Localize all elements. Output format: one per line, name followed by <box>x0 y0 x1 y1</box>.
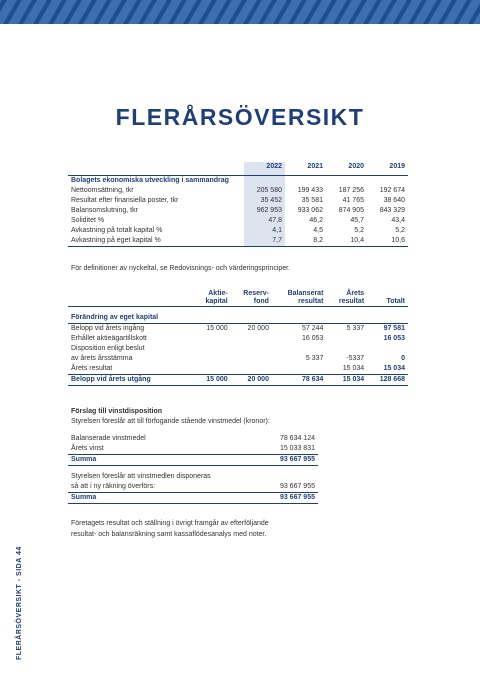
summary-cell: 8,2 <box>285 236 326 247</box>
equity-row-label: Belopp vid årets ingång <box>71 325 145 332</box>
equity-cell: 20 000 <box>247 325 269 332</box>
closing-text-line-1: Företagets resultat och ställning i övrigt framgår av efterföljande <box>71 520 269 527</box>
summary-cell: 43,4 <box>391 217 405 224</box>
summary-cell: 35 452 <box>244 196 285 206</box>
summary-cell: 187 256 <box>338 187 364 194</box>
summary-cell: 35 581 <box>301 197 323 204</box>
summary-row-label: Resultat efter finansiella poster, tkr <box>71 197 179 204</box>
proposal-heading: Förslag till vinstdisposition <box>71 408 163 415</box>
proposal-row-label: Balanserade vinstmedel <box>71 435 146 442</box>
equity-cell <box>231 344 272 354</box>
summary-cell: 7,7 <box>244 236 285 247</box>
year-header-2021: 2021 <box>285 162 326 176</box>
summary-table <box>68 162 408 247</box>
equity-cell: 16 053 <box>383 335 405 342</box>
proposal-intro: Styrelsen föreslår att till förfogande stående vinstmedel (kronor): <box>71 418 270 425</box>
summary-cell: 10,6 <box>367 236 408 247</box>
equity-row-label: Disposition enligt beslut <box>71 345 145 352</box>
equity-total-cell: 15 000 <box>194 375 231 386</box>
year-header-2019: 2019 <box>367 162 408 176</box>
disposition-sum-label: Summa <box>68 493 263 504</box>
summary-cell: 205 580 <box>244 186 285 196</box>
equity-header-share-capital: Aktie- kapital <box>194 290 231 307</box>
equity-cell <box>194 364 231 375</box>
summary-heading: Bolagets ekonomiska utveckling i sammandrag <box>71 177 229 184</box>
equity-row-label: av årets årsstämma <box>71 355 133 362</box>
equity-table <box>68 290 408 386</box>
equity-row <box>68 344 408 354</box>
summary-cell: 45,7 <box>350 217 364 224</box>
summary-row <box>68 206 408 216</box>
definitions-note: För definitioner av nyckeltal, se Redovisnings- och värderingsprinciper. <box>71 265 291 272</box>
side-page-label: FLERÅRSÖVERSIKT - SIDA 44 <box>16 546 23 660</box>
summary-row-label: Avkastning på eget kapital % <box>68 236 244 247</box>
proposal-row-value: 78 634 124 <box>279 435 315 442</box>
closing-text-line-2: resultat- och balansräkning samt kassaflödesanalys med noter. <box>71 531 267 538</box>
equity-cell: 57 244 <box>301 325 324 332</box>
summary-cell: 962 953 <box>244 206 285 216</box>
equity-total-cell: 78 634 <box>272 375 326 386</box>
equity-cell: 15 000 <box>206 325 228 332</box>
equity-cell <box>231 354 272 364</box>
equity-cell: 15 034 <box>367 364 408 375</box>
summary-row-label: Soliditet % <box>71 217 105 224</box>
equity-header-total: Totalt <box>367 290 408 307</box>
equity-cell <box>272 364 326 375</box>
summary-cell: 874 905 <box>338 207 364 214</box>
equity-header-year-result: Årets resultat <box>326 290 367 307</box>
equity-header-reserve-fund: Reserv- fond <box>231 290 272 307</box>
proposal-sum-value: 93 667 955 <box>234 455 318 466</box>
summary-row-label: Nettoomsättning, tkr <box>71 187 134 194</box>
summary-row-label: Avkastning på totalt kapital % <box>71 227 163 234</box>
equity-row <box>68 364 408 375</box>
equity-cell: 97 581 <box>383 325 405 332</box>
disposition-line: Styrelsen föreslår att vinstmedlen disponeras <box>71 473 211 480</box>
equity-row-label: Erhållet aktieägartillskott <box>71 335 147 342</box>
summary-cell: 199 433 <box>297 187 323 194</box>
summary-cell: 46,2 <box>309 217 323 224</box>
summary-row <box>68 196 408 206</box>
summary-row <box>68 226 408 236</box>
page-title: FLERÅRSÖVERSIKT <box>115 104 365 130</box>
equity-cell: 15 034 <box>326 364 367 375</box>
top-decorative-band <box>0 0 480 24</box>
disposition-sum-value: 93 667 955 <box>263 493 318 504</box>
equity-cell <box>194 344 231 354</box>
equity-cell <box>194 334 231 344</box>
summary-cell: 5,2 <box>354 227 364 234</box>
summary-row <box>68 236 408 247</box>
summary-cell: 192 674 <box>379 187 405 194</box>
equity-row <box>68 334 408 344</box>
proposal-row-value: 15 033 831 <box>234 444 318 455</box>
equity-total-cell: 128 668 <box>367 375 408 386</box>
disposition-table <box>68 472 318 504</box>
summary-cell: 10,4 <box>326 236 367 247</box>
equity-cell: -5337 <box>346 355 365 362</box>
equity-cell: 0 <box>401 355 405 362</box>
equity-total-label: Belopp vid årets utgång <box>68 375 194 386</box>
equity-cell <box>272 344 326 354</box>
equity-total-cell: 20 000 <box>231 375 272 386</box>
equity-cell: 16 053 <box>301 335 324 342</box>
summary-cell: 38 640 <box>383 197 405 204</box>
summary-cell: 5,2 <box>395 227 405 234</box>
proposal-sum-label: Summa <box>68 455 234 466</box>
year-header-2020: 2020 <box>326 162 367 176</box>
summary-row <box>68 186 408 196</box>
equity-row <box>68 354 408 364</box>
summary-cell: 41 765 <box>342 197 364 204</box>
proposal-table <box>68 434 318 466</box>
equity-row-label: Årets resultat <box>68 364 194 375</box>
disposition-value: 93 667 955 <box>263 482 318 493</box>
proposal-row-label: Årets vinst <box>68 444 234 455</box>
equity-heading: Förändring av eget kapital <box>68 313 194 324</box>
equity-cell <box>326 344 367 354</box>
equity-header-retained-earnings: Balanserat resultat <box>272 290 326 307</box>
summary-label-header <box>68 162 244 176</box>
equity-cell <box>194 354 231 364</box>
disposition-line: så att i ny räkning överförs: <box>68 482 263 493</box>
equity-cell <box>231 364 272 375</box>
equity-cell <box>231 334 272 344</box>
equity-total-row <box>68 375 408 386</box>
summary-cell: 4,1 <box>244 226 285 236</box>
equity-cell: 5 337 <box>305 355 324 362</box>
equity-cell: 5 337 <box>346 325 365 332</box>
summary-cell: 843 329 <box>379 207 405 214</box>
equity-cell <box>326 334 367 344</box>
equity-total-cell: 15 034 <box>326 375 367 386</box>
equity-row <box>68 324 408 335</box>
summary-cell: 47,8 <box>244 216 285 226</box>
summary-cell: 933 062 <box>297 207 323 214</box>
summary-row-label: Balansomslutning, tkr <box>71 207 138 214</box>
equity-cell <box>367 344 408 354</box>
summary-row <box>68 216 408 226</box>
year-header-2022: 2022 <box>244 162 285 176</box>
summary-cell: 4,5 <box>313 227 323 234</box>
